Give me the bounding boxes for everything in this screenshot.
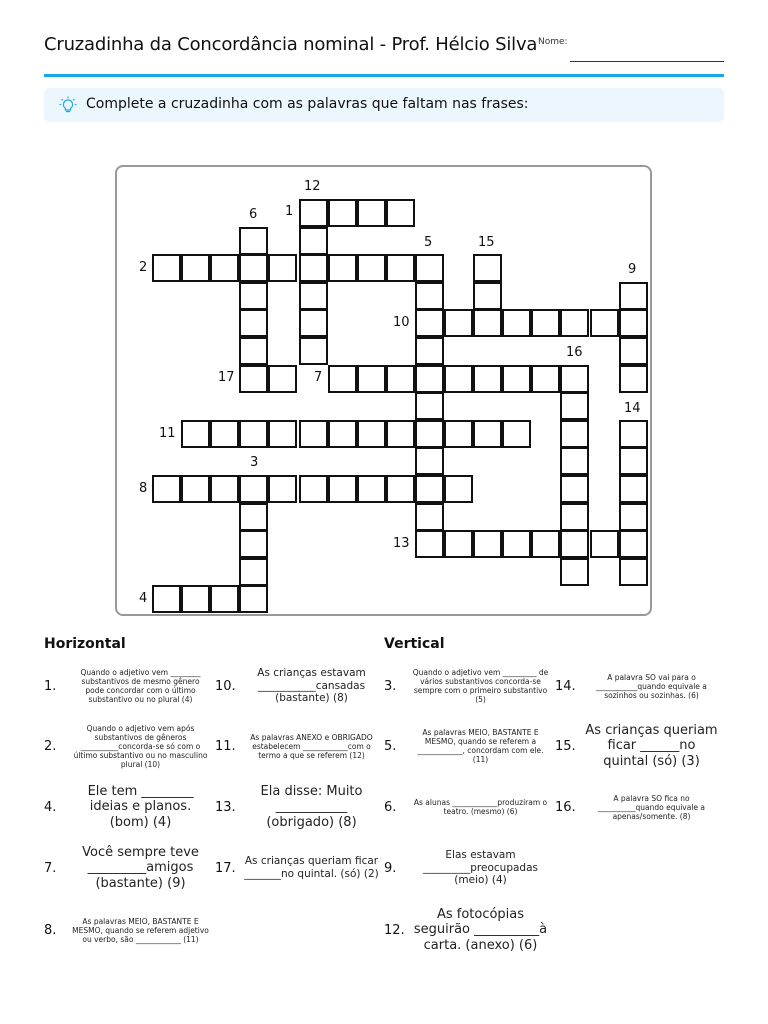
worksheet-header bbox=[44, 30, 724, 70]
clue-number: 12. bbox=[384, 922, 405, 938]
clue-item bbox=[384, 656, 549, 716]
crossword-cell[interactable] bbox=[357, 475, 386, 503]
crossword-cell[interactable] bbox=[619, 530, 648, 558]
crossword-cell[interactable] bbox=[444, 309, 473, 337]
crossword-cell[interactable] bbox=[560, 447, 589, 475]
crossword-cell[interactable] bbox=[386, 365, 415, 393]
crossword-cell[interactable] bbox=[415, 309, 444, 337]
crossword-cell[interactable] bbox=[239, 530, 268, 558]
crossword-cell[interactable] bbox=[299, 475, 328, 503]
clue-number: 13. bbox=[215, 799, 236, 815]
crossword-cell[interactable] bbox=[415, 365, 444, 393]
crossword-cell[interactable] bbox=[328, 475, 357, 503]
crossword-cell[interactable] bbox=[560, 309, 589, 337]
crossword-cell[interactable] bbox=[181, 585, 210, 613]
crossword-cell[interactable] bbox=[531, 365, 560, 393]
clue-number: 6. bbox=[384, 799, 397, 815]
crossword-cell[interactable] bbox=[299, 282, 328, 310]
clue-item bbox=[384, 716, 549, 776]
clue-text: A palavra SO vai para o ___________quando equivale a sozinhos ou sozinhas. (6) bbox=[596, 672, 707, 700]
crossword-cell[interactable] bbox=[239, 503, 268, 531]
crossword-cell[interactable] bbox=[299, 199, 328, 227]
crossword-cell[interactable] bbox=[210, 420, 239, 448]
clue-item bbox=[215, 656, 380, 716]
crossword-cell[interactable] bbox=[619, 475, 648, 503]
clue-text: As crianças estavam ___________cansadas (bastante) (8) bbox=[257, 667, 366, 705]
crossword-cell[interactable] bbox=[444, 420, 473, 448]
clue-number: 5. bbox=[384, 738, 397, 754]
clue-number-label: 9 bbox=[628, 262, 637, 277]
clue-text: Quando o adjetivo vem após substantivos de gêneros __________concorda-se só com o último substantivo ou no masculino plural (10) bbox=[73, 723, 208, 769]
crossword-cell[interactable] bbox=[619, 337, 648, 365]
crossword-cell[interactable] bbox=[268, 475, 297, 503]
crossword-cell[interactable] bbox=[473, 530, 502, 558]
crossword-cell[interactable] bbox=[152, 585, 181, 613]
crossword-cell[interactable] bbox=[444, 365, 473, 393]
clue-text: Quando o adjetivo vem _________ de vários substantivos concorda-se sempre com o primeiro substantivo (5) bbox=[412, 668, 549, 704]
clue-text: As crianças queriam ficar _______no quintal. (só) (2) bbox=[244, 855, 379, 880]
crossword-cell[interactable] bbox=[181, 475, 210, 503]
crossword-cell[interactable] bbox=[619, 558, 648, 586]
crossword-cell[interactable] bbox=[560, 558, 589, 586]
crossword-cell[interactable] bbox=[619, 447, 648, 475]
crossword-cell[interactable] bbox=[239, 365, 268, 393]
crossword-cell[interactable] bbox=[386, 199, 415, 227]
clue-item bbox=[44, 838, 209, 898]
instruction-box bbox=[44, 88, 724, 122]
crossword-cell[interactable] bbox=[444, 530, 473, 558]
clue-number-label: 16 bbox=[566, 345, 583, 360]
clue-number: 8. bbox=[44, 922, 57, 938]
crossword-cell[interactable] bbox=[560, 365, 589, 393]
crossword-cell[interactable] bbox=[560, 392, 589, 420]
clue-number: 14. bbox=[555, 678, 576, 694]
crossword-cell[interactable] bbox=[386, 254, 415, 282]
clue-item bbox=[555, 656, 720, 716]
crossword-cell[interactable] bbox=[502, 309, 531, 337]
crossword-cell[interactable] bbox=[473, 282, 502, 310]
crossword-cell[interactable] bbox=[619, 503, 648, 531]
crossword-cell[interactable] bbox=[473, 309, 502, 337]
clue-item bbox=[555, 777, 720, 837]
clue-number: 15. bbox=[555, 738, 576, 754]
worksheet-title: Cruzadinha da Concordância nominal - Prof. Hélcio Silva bbox=[44, 34, 538, 55]
crossword-cell[interactable] bbox=[239, 475, 268, 503]
clue-item bbox=[215, 838, 380, 898]
crossword-cell[interactable] bbox=[415, 420, 444, 448]
crossword-cell[interactable] bbox=[386, 475, 415, 503]
crossword-cell[interactable] bbox=[299, 254, 328, 282]
clue-number-label: 7 bbox=[314, 370, 323, 385]
crossword-cell[interactable] bbox=[502, 530, 531, 558]
crossword-cell[interactable] bbox=[328, 254, 357, 282]
crossword-cell[interactable] bbox=[415, 475, 444, 503]
clue-number: 17. bbox=[215, 860, 236, 876]
crossword-cell[interactable] bbox=[299, 309, 328, 337]
clue-text: As alunas ____________produziram o teatro. (mesmo) (6) bbox=[413, 798, 548, 816]
vertical-title: Vertical bbox=[384, 636, 445, 652]
clue-number-label: 6 bbox=[249, 207, 258, 222]
clue-number-label: 17 bbox=[218, 370, 235, 385]
crossword-cell[interactable] bbox=[560, 530, 589, 558]
clue-number-label: 13 bbox=[393, 536, 410, 551]
crossword-cell[interactable] bbox=[415, 392, 444, 420]
crossword-cell[interactable] bbox=[560, 420, 589, 448]
clue-item bbox=[555, 716, 720, 776]
clue-item bbox=[44, 777, 209, 837]
clue-number: 16. bbox=[555, 799, 576, 815]
crossword-cell[interactable] bbox=[444, 475, 473, 503]
clue-number-label: 11 bbox=[159, 426, 176, 441]
clue-number: 3. bbox=[384, 678, 397, 694]
clue-number-label: 3 bbox=[250, 455, 259, 470]
clue-number-label: 14 bbox=[624, 401, 641, 416]
clue-number-label: 2 bbox=[139, 260, 148, 275]
clue-item bbox=[44, 716, 209, 776]
crossword-cell[interactable] bbox=[619, 365, 648, 393]
clue-text: As crianças queriam ficar ______no quintal (só) (3) bbox=[585, 722, 718, 769]
crossword-cell[interactable] bbox=[328, 199, 357, 227]
crossword-cell[interactable] bbox=[181, 420, 210, 448]
crossword-cell[interactable] bbox=[619, 282, 648, 310]
crossword-cell[interactable] bbox=[239, 254, 268, 282]
crossword-cell[interactable] bbox=[560, 475, 589, 503]
crossword-cell[interactable] bbox=[299, 420, 328, 448]
crossword-cell[interactable] bbox=[210, 254, 239, 282]
clue-text: Ele tem ________ ideias e planos. (bom) (4) bbox=[87, 783, 194, 830]
crossword-cell[interactable] bbox=[415, 447, 444, 475]
clue-item bbox=[384, 838, 549, 898]
name-label: Nome: bbox=[538, 37, 568, 47]
crossword-cell[interactable] bbox=[560, 503, 589, 531]
crossword-cell[interactable] bbox=[590, 309, 619, 337]
clue-number: 1. bbox=[44, 678, 57, 694]
crossword-cell[interactable] bbox=[386, 420, 415, 448]
clue-number: 10. bbox=[215, 678, 236, 694]
crossword-cell[interactable] bbox=[299, 227, 328, 255]
crossword-cell[interactable] bbox=[357, 420, 386, 448]
clue-number-label: 12 bbox=[304, 179, 321, 194]
crossword-cell[interactable] bbox=[239, 558, 268, 586]
crossword-cell[interactable] bbox=[357, 199, 386, 227]
crossword-cell[interactable] bbox=[590, 530, 619, 558]
clue-number-label: 1 bbox=[285, 204, 294, 219]
instruction-text: Complete a cruzadinha com as palavras que faltam nas frases: bbox=[86, 96, 529, 112]
crossword-cell[interactable] bbox=[239, 337, 268, 365]
horizontal-title: Horizontal bbox=[44, 636, 126, 652]
crossword-cell[interactable] bbox=[328, 420, 357, 448]
clue-text: A palavra SO fica no __________quando equivale a apenas/somente. (8) bbox=[597, 793, 706, 821]
crossword-cell[interactable] bbox=[181, 254, 210, 282]
clue-item bbox=[215, 777, 380, 837]
crossword-cell[interactable] bbox=[473, 365, 502, 393]
crossword-cell[interactable] bbox=[415, 530, 444, 558]
crossword-cell[interactable] bbox=[473, 420, 502, 448]
crossword-cell[interactable] bbox=[415, 503, 444, 531]
clue-text: As palavras MEIO, BASTANTE E MESMO, quando se referem adjetivo ou verbo, são ____________ (11) bbox=[72, 916, 209, 944]
crossword-cell[interactable] bbox=[502, 420, 531, 448]
crossword-cell[interactable] bbox=[239, 420, 268, 448]
clue-item bbox=[384, 900, 549, 960]
crossword-cell[interactable] bbox=[239, 585, 268, 613]
crossword-cell[interactable] bbox=[502, 365, 531, 393]
crossword-cell[interactable] bbox=[473, 254, 502, 282]
clue-number-label: 5 bbox=[424, 235, 433, 250]
crossword-cell[interactable] bbox=[619, 420, 648, 448]
lightbulb-icon bbox=[58, 96, 78, 116]
clue-number-label: 10 bbox=[393, 315, 410, 330]
clue-number: 7. bbox=[44, 860, 57, 876]
clue-text: Quando o adjetivo vem ________ substantivos de mesmo gênero pode concordar com o último substantivo ou no plural (4) bbox=[80, 668, 201, 704]
crossword-cell[interactable] bbox=[210, 585, 239, 613]
clue-number: 9. bbox=[384, 860, 397, 876]
header-divider bbox=[44, 74, 724, 77]
clue-number: 11. bbox=[215, 738, 236, 754]
clue-text: As fotocópias seguirão __________à carta. (anexo) (6) bbox=[413, 906, 548, 953]
crossword-cell[interactable] bbox=[415, 254, 444, 282]
crossword-cell[interactable] bbox=[619, 309, 648, 337]
crossword-cell[interactable] bbox=[268, 254, 297, 282]
clue-text: Ela disse: Muito ___________ (obrigado) (8) bbox=[260, 783, 363, 830]
clue-text: As palavras MEIO, BASTANTE E MESMO, quando se referem a ____________, concordam com ele. (11) bbox=[417, 728, 544, 764]
crossword-cell[interactable] bbox=[299, 337, 328, 365]
name-field-line[interactable] bbox=[570, 61, 724, 62]
crossword-cell[interactable] bbox=[328, 365, 357, 393]
clue-text: Elas estavam _________preocupadas (meio) (4) bbox=[423, 849, 538, 887]
crossword-cell[interactable] bbox=[268, 420, 297, 448]
crossword-cell[interactable] bbox=[152, 475, 181, 503]
crossword-cell[interactable] bbox=[415, 282, 444, 310]
crossword-cell[interactable] bbox=[357, 254, 386, 282]
clue-number-label: 8 bbox=[139, 481, 148, 496]
crossword-cell[interactable] bbox=[239, 282, 268, 310]
clue-number: 2. bbox=[44, 738, 57, 754]
clue-item bbox=[44, 900, 209, 960]
clue-item bbox=[44, 656, 209, 716]
crossword-cell[interactable] bbox=[210, 475, 239, 503]
crossword-cell[interactable] bbox=[415, 337, 444, 365]
clue-number-label: 4 bbox=[139, 591, 148, 606]
clue-text: Você sempre teve _________amigos (bastante) (9) bbox=[82, 844, 199, 891]
crossword-cell[interactable] bbox=[268, 365, 297, 393]
crossword-cell[interactable] bbox=[357, 365, 386, 393]
crossword-cell[interactable] bbox=[152, 254, 181, 282]
crossword-cell[interactable] bbox=[239, 227, 268, 255]
crossword-cell[interactable] bbox=[531, 309, 560, 337]
clue-text: As palavras ANEXO e OBRIGADO estabelecem ____________com o termo a que se referem (12) bbox=[250, 732, 373, 760]
clue-number-label: 15 bbox=[478, 235, 495, 250]
clue-item bbox=[215, 716, 380, 776]
crossword-cell[interactable] bbox=[531, 530, 560, 558]
crossword-cell[interactable] bbox=[239, 309, 268, 337]
clue-item bbox=[384, 777, 549, 837]
clue-number: 4. bbox=[44, 799, 57, 815]
